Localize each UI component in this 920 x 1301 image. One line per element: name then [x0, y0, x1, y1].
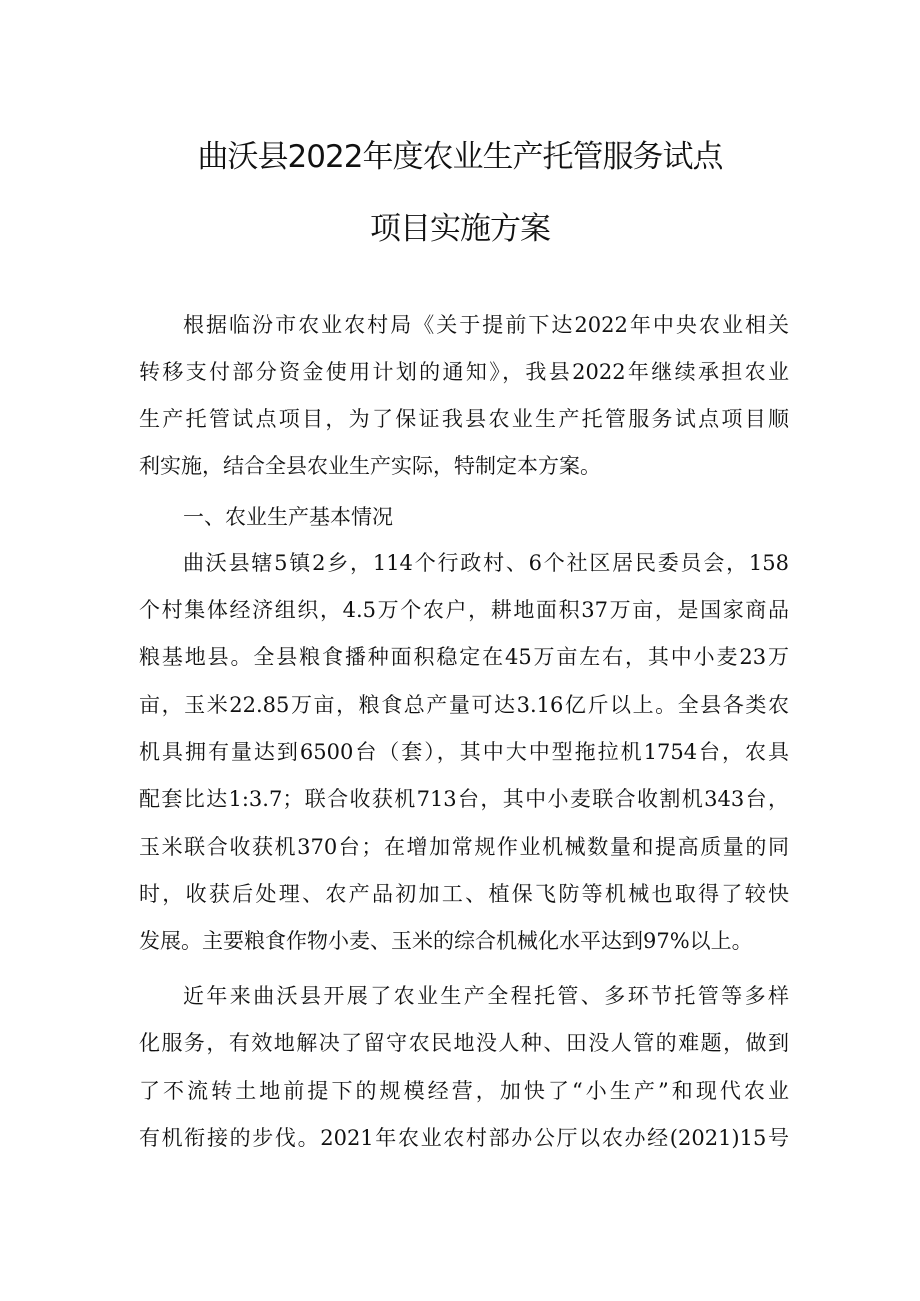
paragraph-3-line: 化服务，有效地解决了留守农民地没人种、田没人管的难题，做到 — [139, 1031, 789, 1055]
paragraph-3-line: 了不流转土地前提下的规模经营，加快了“小生产”和现代农业 — [139, 1079, 789, 1103]
paragraph-1-line: 根据临汾市农业农村局《关于提前下达2022年中央农业相关 — [183, 313, 789, 337]
paragraph-2-line: 个村集体经济组织，4.5万个农户，耕地面积37万亩，是国家商品 — [139, 598, 789, 622]
paragraph-1-line: 生产托管试点项目，为了保证我县农业生产托管服务试点项目顺 — [139, 407, 789, 431]
paragraph-2-line: 发展。主要粮食作物小麦、玉米的综合机械化水平达到97%以上。 — [139, 929, 753, 953]
document-title-line-1: 曲沃县2022年度农业生产托管服务试点 — [197, 139, 723, 175]
paragraph-1-line: 利实施，结合全县农业生产实际，特制定本方案。 — [139, 454, 601, 478]
section-1-heading: 一、农业生产基本情况 — [183, 505, 393, 529]
paragraph-2-line: 亩，玉米22.85万亩，粮食总产量可达3.16亿斤以上。全县各类农 — [139, 693, 789, 717]
paragraph-2-line: 机具拥有量达到6500台（套），其中大中型拖拉机1754台，农具 — [139, 740, 789, 764]
paragraph-3-line: 近年来曲沃县开展了农业生产全程托管、多环节托管等多样 — [183, 984, 789, 1008]
paragraph-2-line: 时，收获后处理、农产品初加工、植保飞防等机械也取得了较快 — [139, 882, 789, 906]
paragraph-2-line: 玉米联合收获机370台；在增加常规作业机械数量和提高质量的同 — [139, 835, 789, 859]
paragraph-2-line: 配套比达1:3.7；联合收获机713台，其中小麦联合收割机343台， — [139, 787, 789, 811]
document-title-line-2: 项目实施方案 — [370, 211, 550, 247]
paragraph-1-line: 转移支付部分资金使用计划的通知》，我县2022年继续承担农业 — [139, 360, 789, 384]
paragraph-3-line: 有机衔接的步伐。2021年农业农村部办公厅以农办经(2021)15号 — [139, 1126, 789, 1150]
paragraph-2-line: 曲沃县辖5镇2乡，114个行政村、6个社区居民委员会，158 — [183, 551, 789, 575]
paragraph-2-line: 粮基地县。全县粮食播种面积稳定在45万亩左右，其中小麦23万 — [139, 645, 789, 669]
